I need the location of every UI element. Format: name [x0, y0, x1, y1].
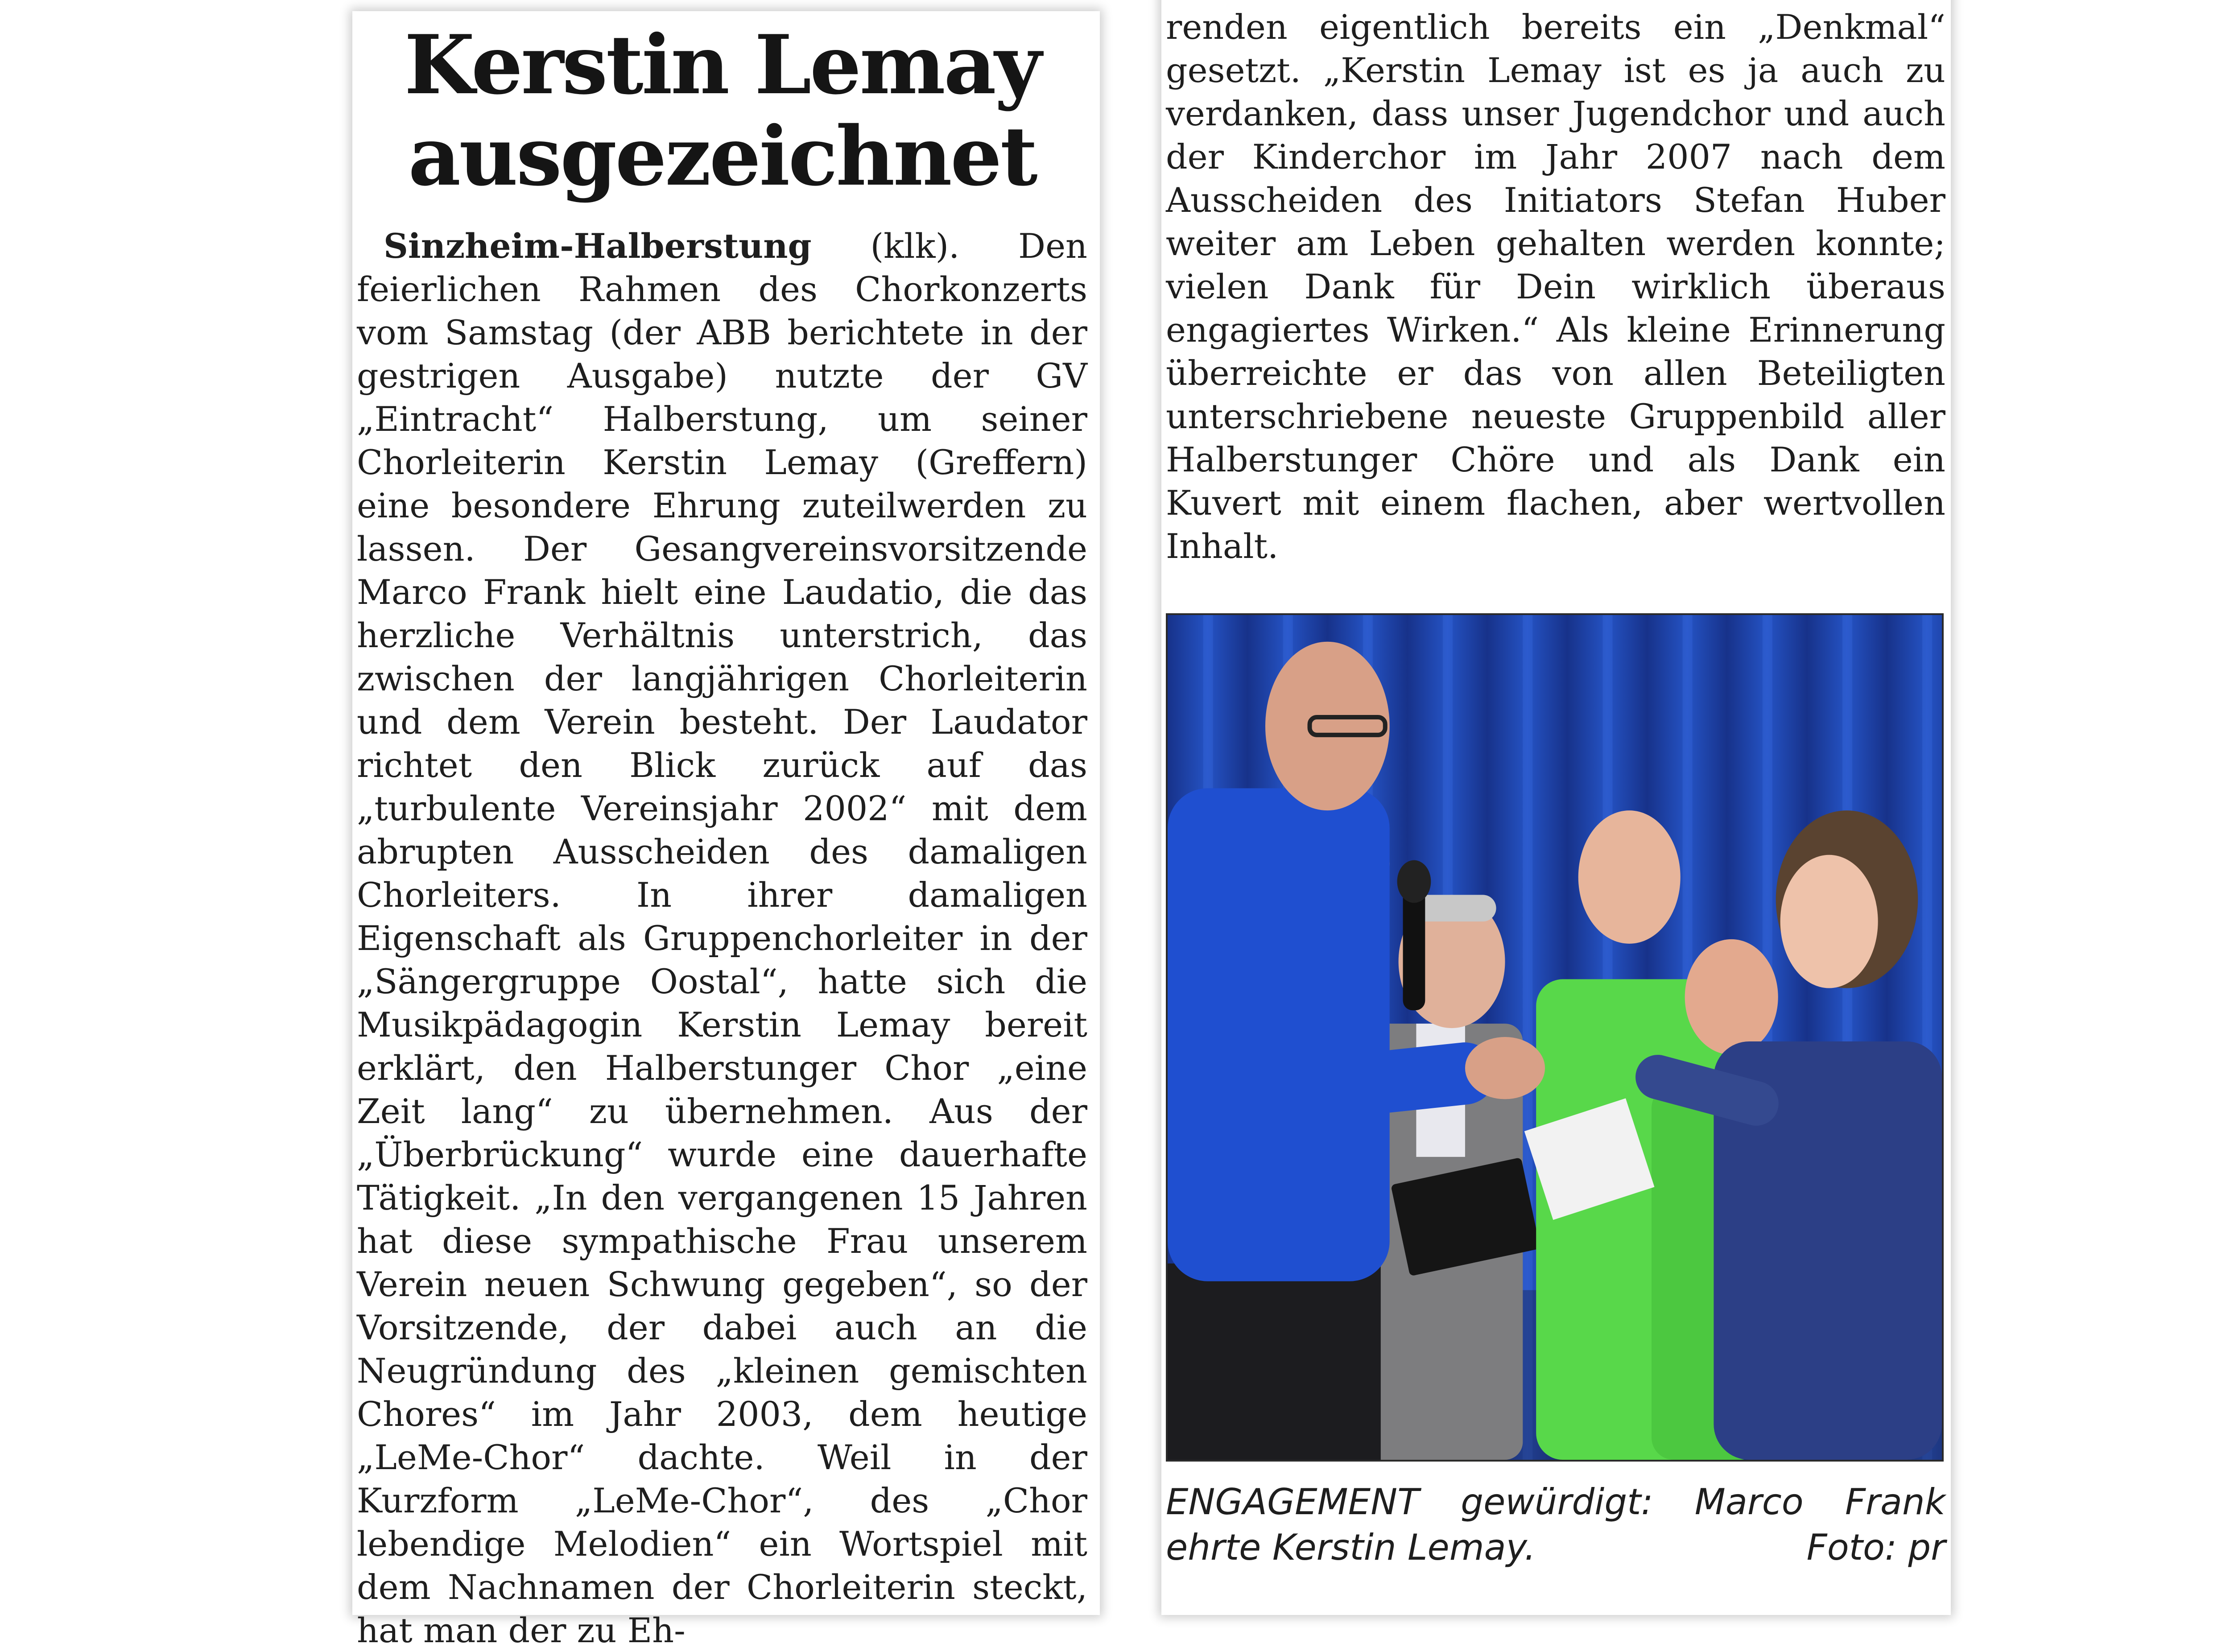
headline-line-1: Kerstin Lemay: [404, 17, 1040, 112]
main-man-trousers: [1168, 1264, 1381, 1460]
article-headline: [357, 19, 1087, 202]
photo-credit: Foto: pr: [1806, 1527, 1945, 1568]
article-continued-paragraph: renden eigentlich bereits ein „Denkmal“ gesetzt. „Kerstin Lemay ist es ja auch zu verdanken, dass unser Jugendchor und auch der Kinderchor im Jahr 2007 nach dem Ausscheiden des Initiators Stefan Huber weiter am Leben gehalten werden konnte; vielen Dank für Dein wirklich überaus engagiertes Wirken.“ Als kleine Erinnerung überreichte er das von allen Beteiligten unterschriebene neueste Gruppenbild aller Halberstunger Chöre und als Dank ein Kuvert mit einem flachen, aber wertvollen Inhalt.: [1166, 7, 1945, 566]
green-man-2-head: [1685, 939, 1778, 1055]
woman-face: [1780, 855, 1878, 988]
headline-line-2: ausgezeichnet: [408, 108, 1036, 204]
caption-text: ehrte Kerstin Lemay.: [1166, 1527, 1536, 1568]
article-photo: [1166, 613, 1944, 1462]
right-column: [1161, 0, 1951, 1615]
photo-caption: [1166, 1479, 1945, 1570]
microphone-head: [1397, 860, 1431, 903]
article-lead-paragraph: [357, 224, 1087, 1652]
green-man-1-head: [1578, 810, 1681, 944]
photo-illustration: [1168, 615, 1942, 1460]
main-man-hand: [1465, 1037, 1545, 1099]
caption-line-2: [1166, 1525, 1945, 1570]
main-man-head: [1265, 642, 1390, 810]
left-column: [352, 11, 1100, 1650]
caption-line-1: ENGAGEMENT gewürdigt: Marco Frank: [1166, 1481, 1945, 1523]
lead-text: (klk). Den feierlichen Rahmen des Chorkonzerts vom Samstag (der ABB berichtete in der gestrigen Ausgabe) nutzte der GV „Eintracht“ Halberstung, um seiner Chorleiterin Kerstin Lemay (Greffern) eine besondere Ehrung zuteilwerden zu lassen. Der Gesangvereinsvorsitzende Marco Frank hielt eine Laudatio, die das herzliche Verhältnis unterstrich, das zwischen der langjährigen Chorleiterin und dem Verein besteht. Der Laudator richtet den Blick zurück auf das „turbulente Vereinsjahr 2002“ mit dem abrupten Ausscheiden des damaligen Chorleiters. In ihrer damaligen Eigenschaft als Gruppenchorleiter in der „Sängergruppe Oostal“, hatte sich die Musikpädagogin Kerstin Lemay bereit erklärt, den Halberstunger Chor „eine Zeit lang“ zu übernehmen. Aus der „Überbrückung“ wurde eine dauerhafte Tätigkeit. „In den vergangenen 15 Jahren hat diese sympathische Frau unserem Verein neuen Schwung gegeben“, so der Vorsitzende, der dabei auch an die Neugründung des „kleinen gemischten Chores“ im Jahr 2003, dem heutige „LeMe-Chor“ dachte. Weil in der Kurzform „LeMe-Chor“, des „Chor lebendige Melodien“ ein Wortspiel mit dem Nachnamen der Chorleiterin steckt, hat man der zu Eh-: [357, 226, 1087, 1650]
dateline: Sinzheim-Halberstung: [384, 226, 812, 266]
main-man-shirt: [1168, 788, 1390, 1281]
